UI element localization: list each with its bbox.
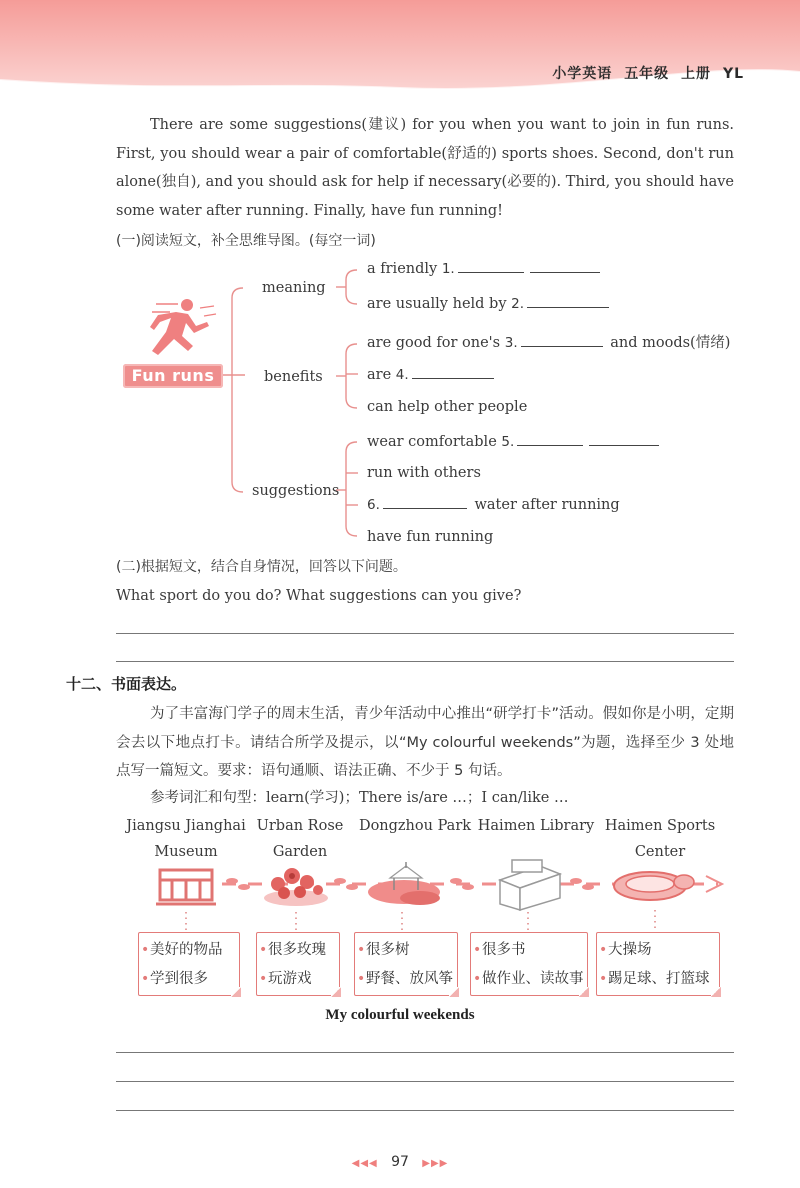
tip-card-garden <box>256 932 340 996</box>
part2-question: What sport do you do? What suggestions can you give? <box>116 588 522 604</box>
tip-card-3-line-2: • 野餐、放风筝 <box>355 969 457 989</box>
page-fold-icon <box>579 987 589 997</box>
tip-card-5-line-1: • 大操场 <box>597 940 719 960</box>
blank-3-number: 3. <box>504 335 518 351</box>
page-fold-icon <box>449 987 459 997</box>
page-fold-icon <box>711 987 721 997</box>
blank-1-number: 1. <box>441 261 455 277</box>
mind-item-7: run with others <box>367 465 481 481</box>
museum-icon <box>156 870 216 904</box>
page-fold-icon <box>231 987 241 997</box>
tip-card-museum <box>138 932 240 996</box>
library-icon <box>500 860 560 910</box>
fun-runs-label: Fun runs <box>131 366 215 385</box>
tip-card-5-line-2: • 踢足球、打篮球 <box>597 969 719 989</box>
mind-item-9: have fun running <box>367 529 494 545</box>
card-connectors <box>186 910 655 932</box>
place-2-name-2: Garden <box>272 844 328 860</box>
item-6-text: wear comfortable <box>367 434 497 450</box>
passage-sentence-2: First, you should wear a pair of comfortable(舒适的) sports shoes. Second, don't run alone(独自), and you should ask for help if necessary(必要的). Third, you should have some water after running. Finally, have fun running! <box>116 145 734 219</box>
blank-5-number: 5. <box>501 434 515 450</box>
tip-card-1-line-2: • 学到很多 <box>139 969 239 989</box>
tip-card-4-line-2: • 做作业、读故事 <box>471 969 587 989</box>
item-4-text: are <box>367 367 392 383</box>
item-3-suffix: and moods(情绪) <box>610 335 731 351</box>
tip-card-4-line-1: • 很多书 <box>471 940 587 960</box>
writing-line-3[interactable] <box>116 1110 734 1111</box>
mind-item-5: can help other people <box>367 399 528 415</box>
item-1-text: a friendly <box>367 261 438 277</box>
section12-title: 十二、书面表达。 <box>66 675 187 693</box>
part2-title: (二)根据短文，结合自身情况，回答以下问题。 <box>116 559 407 575</box>
place-4-name-1: Haimen Library <box>477 818 595 834</box>
part1-title: (一)阅读短文，补全思维导图。(每空一词) <box>116 233 376 249</box>
header-book: 小学英语 <box>552 66 613 82</box>
tip-card-1-line-1: • 美好的物品 <box>139 940 239 960</box>
next-arrows-icon: ▶▶▶ <box>422 1158 449 1169</box>
park-pavilion-icon <box>368 862 440 905</box>
place-5-name-1: Haimen Sports <box>604 818 716 834</box>
header-volume: 上册 <box>681 66 712 82</box>
section12-reference: 参考词汇和句型：learn(学习)；There is/are …；I can/like … <box>150 790 569 806</box>
item-8-suffix: water after running <box>474 497 620 513</box>
essay-title: My colourful weekends <box>325 1007 475 1023</box>
branch-benefits: benefits <box>264 369 323 385</box>
place-2-name-1: Urban Rose <box>256 818 344 834</box>
blank-2-number: 2. <box>511 296 525 312</box>
rose-garden-icon <box>264 868 328 906</box>
place-3-name-1: Dongzhou Park <box>358 818 472 834</box>
header-publisher: YL <box>722 66 744 82</box>
place-1-name-2: Museum <box>154 844 218 860</box>
passage-sentence-1: There are some suggestions(建议) for you when you want to join in fun runs. <box>150 117 734 133</box>
tip-card-library <box>470 932 588 996</box>
page-footer <box>0 1154 800 1170</box>
blank-4-number: 4. <box>395 367 409 383</box>
blank-6-number: 6. <box>367 497 380 513</box>
writing-line-1[interactable] <box>116 1052 734 1053</box>
page-fold-icon <box>331 987 341 997</box>
item-3-text: are good for one's <box>367 335 501 351</box>
writing-line-2[interactable] <box>116 1081 734 1082</box>
place-1-name-1: Jiangsu Jianghai <box>126 818 246 834</box>
page-number: 97 <box>391 1154 409 1170</box>
stadium-icon <box>614 872 694 900</box>
prev-arrows-icon: ◀◀◀ <box>351 1158 378 1169</box>
header-grade: 五年级 <box>624 66 670 82</box>
branch-meaning: meaning <box>262 280 326 296</box>
tip-card-2-line-2: • 玩游戏 <box>257 969 339 989</box>
tip-card-2-line-1: • 很多玫瑰 <box>257 940 339 960</box>
item-2-text: are usually held by <box>367 296 507 312</box>
tip-card-3-line-1: • 很多树 <box>355 940 457 960</box>
tip-card-park <box>354 932 458 996</box>
branch-suggestions: suggestions <box>252 483 340 499</box>
section12-intro: 为了丰富海门学子的周末生活，青少年活动中心推出“研学打卡”活动。假如你是小明，定期会去以下地点打卡。请结合所学及提示，以“My colourful weekends”为题，选择至少 3 处地点写一篇短文。要求：语句通顺、语法正确、不少于 5 句话。 <box>116 706 734 779</box>
tip-card-sports <box>596 932 720 996</box>
place-5-name-2: Center <box>634 844 686 860</box>
